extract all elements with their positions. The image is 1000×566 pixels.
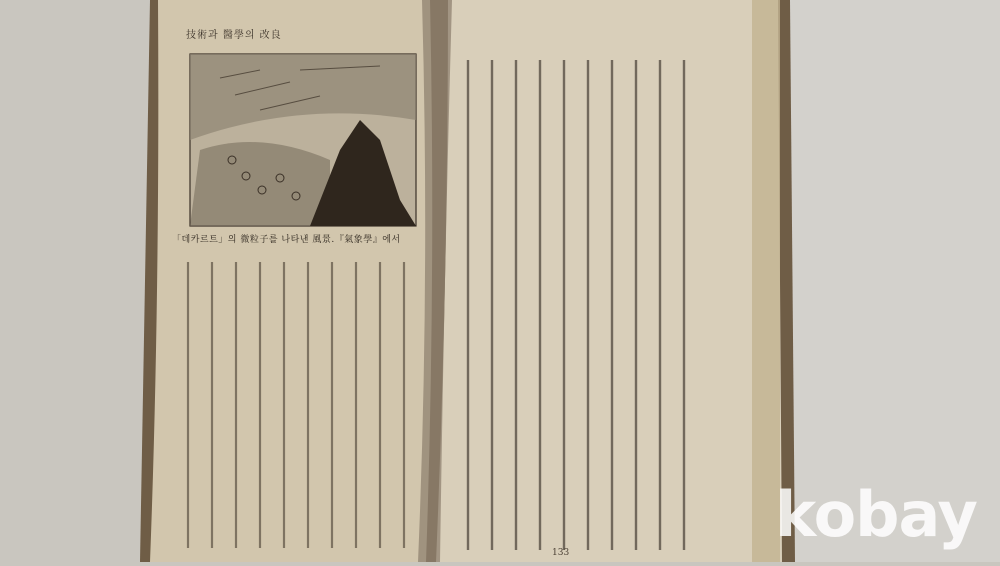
left-page-running-title: 技術과 醫學의 改良 [186, 30, 282, 41]
right-page [436, 0, 782, 562]
kobay-watermark: kobay [775, 478, 977, 551]
illustration-caption: 「데카르트」의 微粒子를 나타낸 風景.『氣象學』에서 [172, 235, 401, 245]
illustration-cartesian-particles [190, 54, 416, 226]
page-number: 133 [552, 548, 570, 558]
